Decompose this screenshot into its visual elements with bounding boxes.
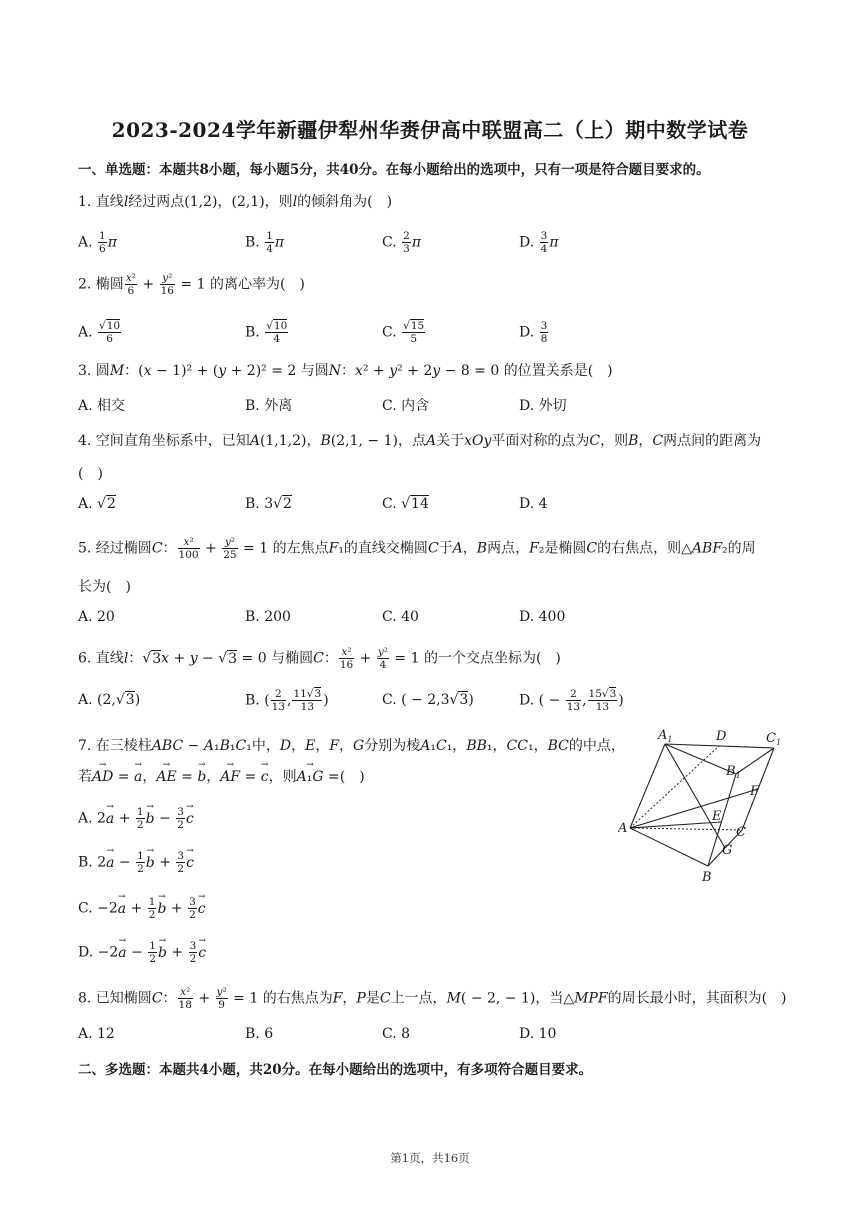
question-5-stem: 5. 经过椭圆C： $\frac{\text{x²}}{100}$ + $\frac{\text{y²}}{25}$ = 1 的左焦点F₁的直线交椭圆C于A，B两点，F₂是椭圆C的右焦点，则△ABF₂的周 [78,536,756,561]
question-1-stem: 1. 直线l经过两点(1,2)，(2,1)，则l的倾斜角为( ) [78,194,393,210]
question-8-option-c: C. 8 [382,1026,411,1042]
label-c1: $C_1$ [766,731,782,747]
question-7-stem: 7. 在三棱柱ABC − A₁B₁C₁中，D，E，F，G分别为棱A₁C₁，BB₁，CC₁，BC的中点， [78,738,625,754]
hidden-segment-a-d [630,746,719,828]
question-4-option-a: A. √2 [78,496,116,512]
question-5-option-b: B. 200 [245,609,291,625]
edge-a1-c1 [665,744,774,748]
hidden-edge-a-c [630,828,742,830]
question-6-stem: 6. 直线l：√3x + y − √3 = 0 与椭圆C： $\frac{\text{x²}}{16}$ + $\frac{\text{y²}}{4}$ = 1 的一个交点坐标为( ) [78,646,561,671]
question-6-option-d: D. ( − $\frac{2}{13}$ , $\frac{15√3}{13}$ ) [519,688,624,713]
question-5-option-d: D. 400 [519,609,566,625]
question-2-option-c: C. $\frac{√15}{5}$ [382,320,425,345]
edge-b1-c1 [736,748,774,774]
question-1-option-d: D. $\frac{3}{4}$ π [519,230,559,255]
triangular-prism-figure [618,726,788,884]
question-2-option-b: B. $\frac{√10}{4}$ [245,320,288,345]
question-5-option-c: C. 40 [382,609,419,625]
question-1-option-b: B. $\frac{1}{4}$ π [245,230,285,255]
label-a1: $A_1$ [658,728,673,744]
question-4-option-d: D. 4 [519,496,548,512]
question-6-option-c: C. ( − 2,3√3) [382,692,474,708]
question-3-option-d: D. 外切 [519,398,567,414]
question-3-option-b: B. 外离 [245,398,293,414]
question-4-option-b: B. 3√2 [245,496,292,512]
label-g: G [722,843,733,858]
label-b: B [702,870,712,884]
question-7-stem-cont: 若→ AD = → a，→ AE = → b，→ AF = → c，则→ A₁G =( ) [78,766,365,786]
section-single-choice-header: 一、单选题：本题共8小题，每小题5分，共40分。在每小题给出的选项中，只有一项是符合题目要求的。 [78,162,710,178]
segment-a-e [630,822,721,828]
section-multiple-choice-header: 二、多选题：本题共4小题，共20分。在每小题给出的选项中，有多项符合题目要求。 [78,1062,593,1078]
question-5-option-a: A. 20 [78,609,115,625]
edge-a-b [630,828,708,866]
label-c: C [736,825,746,840]
question-2-option-a: A. $\frac{√10}{6}$ [78,320,121,345]
question-3-option-c: C. 内含 [382,398,430,414]
question-8-stem: 8. 已知椭圆C： $\frac{\text{x²}}{18}$ + $\frac{\text{y²}}{9}$ = 1 的右焦点为F，P是C上一点，M( − 2, − 1)，当△MPF的周长最小时，其面积为( ) [78,986,787,1011]
label-b1: $B_1$ [726,764,741,780]
question-2-option-d: D. $\frac{3}{8}$ [519,320,548,345]
question-5-stem-cont: 长为( ) [78,579,131,595]
question-3-stem: 3. 圆M：(x − 1)² + (y + 2)² = 2 与圆N：x² + y² + 2y − 8 = 0 的位置关系是( ) [78,363,613,379]
question-3-option-a: A. 相交 [78,398,126,414]
edge-a1-a [630,744,665,828]
question-1-option-a: A. $\frac{1}{6}$ π [78,230,117,255]
segment-a1-g [665,744,725,848]
question-7-option-c: C. −2→ a + $\frac{1}{2}$ → b + $\frac{3}{2}$ → c [78,896,206,921]
label-a: A [618,821,628,836]
label-d: D [716,729,727,744]
question-7-option-b: B. 2→ a − $\frac{1}{2}$ → b + $\frac{3}{2}$ → c [78,850,194,875]
question-2-stem: 2. 椭圆 $\frac{\text{x²}}{6}$ + $\frac{\text{y²}}{16}$ = 1 的离心率为( ) [78,272,305,297]
question-4-stem-cont: ( ) [78,466,103,482]
question-6-option-a: A. (2,√3) [78,692,141,708]
label-f: F [750,784,760,799]
label-e: E [712,809,722,824]
question-7-option-a: A. 2→ a + $\frac{1}{2}$ → b − $\frac{3}{2}$ → c [78,806,194,831]
question-8-option-a: A. 12 [78,1026,115,1042]
question-1-option-c: C. $\frac{2}{3}$ π [382,230,422,255]
question-7-option-d: D. −2→ a − $\frac{1}{2}$ → b + $\frac{3}{2}$ → c [78,940,206,965]
question-8-option-d: D. 10 [519,1026,557,1042]
question-8-option-b: B. 6 [245,1026,274,1042]
page-footer: 第1页，共16页 [390,1151,470,1165]
exam-title: 2023-2024学年新疆伊犁州华赉伊高中联盟高二（上）期中数学试卷 [111,118,749,142]
question-4-option-c: C. √14 [382,496,429,512]
question-4-stem: 4. 空间直角坐标系中，已知A(1,1,2)，B(2,1, − 1)，点A关于xOy平面对称的点为C，则B，C两点间的距离为 [78,433,762,449]
question-6-option-b: B. ( $\frac{2}{13}$ , $\frac{11√3}{13}$ ) [245,688,329,713]
